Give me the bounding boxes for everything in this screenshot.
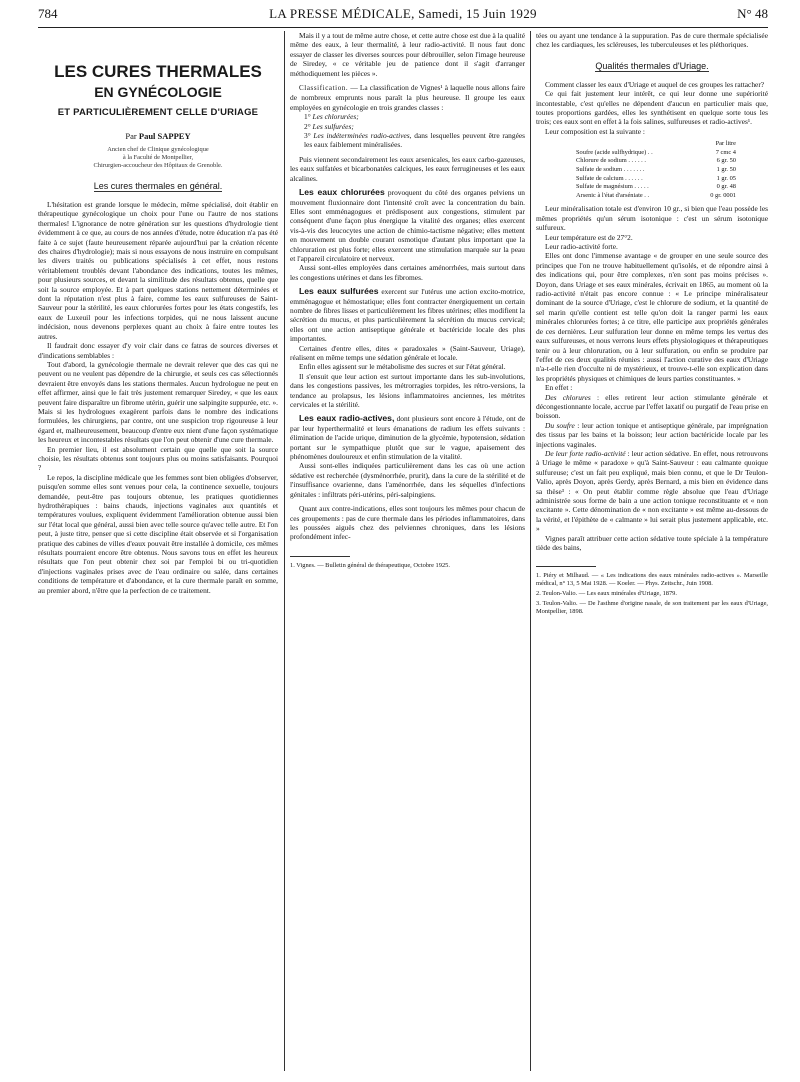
paragraph: Tout d'abord, la gynécologie thermale ne devrait relever que des cas qui ne peuvent ou ne veulent pas dépendre de la chirurgie, et seuls ces cas sélectionnés devraient être envoyés dans les stations thermales. Aucun hydrologue ne peut en effet affirmer, ainsi que le fait très justement remarquer Siredey, « que les eaux peuvent faire disparaître un fibrome utérin, guérir une salpingite suppurée, etc. ». Mais si les hydrologues exagèrent parfois dans le nombre des indications formulées, les chirurgiens, par contre, ont une suspicion trop rigoureuse à leur égard et, malheureusement, beaucoup d'entre eux nient d'une façon systématique les heureux et incontestables résultats que l'on peut obtenir d'une cure thermale.: [38, 359, 278, 445]
column-divider: [284, 31, 285, 1071]
paragraph: Le repos, la discipline médicale que les femmes sont bien obligées d'observer, puisqu'en somme elles sont venues pour cela, la continence sexuelle, toujours demandée, peut-être pas toujours obtenue, les pratiques quotidiennes hydrothérapiques : bains chauds, injections vaginales aux quantités et températures voulues, expliquent évidemment l'amélioration obtenue aussi bien sur l'état local que général, aussi bien avec telle source qu'avec telle autre. Et l'on peut, à juste titre, penser que si cette discipline était observée et si l'organisation pratique des cabines de villes d'eaux pouvait être installée à domicile, ces mêmes résultats pourraient encore être obtenus. Nous savons tous en effet les heureux résultats que l'on peut obtenir chez soi par l'emploi bi ou tri-quotidien d'injections vaginales prises avec de l'eau ordinaire ou salée, dans certaines conditions de température et d'abondance, et la cure thermale paraît en somme, au premier abord, n'être que la perfection de ce traitement.: [38, 472, 278, 595]
sulfurees-label: Les eaux sulfurées: [299, 286, 379, 297]
paragraph: Il s'ensuit que leur action est surtout importante dans les sub-involutions, dans les congestions passives, les métrorragies torpides, les rétro-versions, la tendance au prolapsus, les lésions inflammatoires anciennes, les métrites cervicales et la stérilité.: [290, 371, 525, 410]
table-row: [576, 166, 736, 175]
radio-activite-label: De leur forte radio-activité: [545, 448, 626, 458]
list-number: 1°: [304, 112, 311, 122]
radio-actives-paragraph: [290, 414, 525, 461]
table-cell: 1 gr. 50: [716, 166, 736, 174]
table-cell: Chlorure de sodium . . . . . .: [576, 157, 646, 165]
paragraph: Leur radio-activité forte.: [545, 242, 618, 252]
table-cell: Arsenic à l'état d'arséniate . .: [576, 191, 650, 199]
list-number: 3°: [304, 131, 311, 141]
paragraph: Mais il y a tout de même autre chose, et cette autre chose est due à la qualité même des eaux, à leur thermalité, à leur radio-activité. Il nous faut donc essayer de classer les diverses sources pour débrouiller, selon l'image heureuse de Siredey, « ce véritable jeu de patience dont il s'agit d'arranger méthodiquement les pièces ».: [290, 31, 525, 78]
paragraph: En effet :: [545, 383, 573, 393]
paragraph: Leur minéralisation totale est d'environ 10 gr., si bien que l'eau possède les mêmes propriétés qu'un sérum isotonique : c'est un sérum isotonique sulfureux.: [536, 204, 768, 233]
paragraph: Il faudrait donc essayer d'y voir clair dans ce fatras de sources diverses et d'indications semblables :: [38, 341, 278, 360]
table-row: [576, 149, 736, 158]
section-heading: [536, 60, 768, 72]
paragraph: Ce qui fait justement leur intérêt, ce qui leur donne une supériorité incontestable, c'est qu'elles ne dépendent d'aucun en particulier mais que, toutes proportions gardées, elles les synthétisent en quelque sorte tous les trois; ces eaux sont en effet à la fois salines, sulfureuses et radio-actives¹.: [536, 89, 768, 127]
article-title-line-2: EN GYNÉCOLOGIE: [94, 84, 222, 100]
footnote: 1. Vignes. — Bulletin général de thérapeutique, Octobre 1925.: [290, 561, 450, 569]
chlorures-text: : elles retirent leur action stimulante générale et décongestionnante locale, accrue par l'effet laxatif ou purgatif de l'eau prise en boisson.: [536, 392, 768, 421]
paragraph: Comment classer les eaux d'Uriage et auquel de ces groupes les rattacher?: [545, 79, 765, 89]
paragraph: Leur température est de 27°2.: [545, 232, 633, 242]
radio-actives-text: dont plusieurs sont encore à l'étude, ont de par leur hyperthermalité et leurs émanations de radium les effets suivants : élimination de l'acide urique, diminution de la glycémie, hypotension, sédation portant sur le sympathique plutôt que sur le vague, apaisement des phénomènes douloureux et enfin stimulation de la vitalité.: [290, 414, 525, 462]
footnote: 3. Teulon-Valio. — De l'asthme d'origine nasale, de son traitement par les eaux d'Uriage, Montpellier, 1898.: [536, 600, 768, 616]
list-text: Les chlorurées;: [312, 112, 359, 122]
paragraph: Aussi sont-elles indiquées particulièrement dans les cas où une action sédative est recherchée (dysménorrhée, prurit), dans la cure de la stérilité et de l'insuffisance ovarienne, dans l'aménorrhée, dans les séquelles d'infections génitales : infiltrats péri-utérins, péri-salpingiens.: [290, 461, 525, 499]
paragraph: Quant aux contre-indications, elles sont toujours les mêmes pour chacun de ces groupements : pas de cure thermale dans les périodes inflammatoires, dans les poussées aiguës chez des pelviennes chroniques, dans les lésions profondément infec-: [290, 504, 525, 542]
paragraph: Vignes paraît attribuer cette action sédative toute spéciale à la température tiède des bains,: [536, 533, 768, 553]
paragraph: Puis viennent secondairement les eaux arsenicales, les eaux carbo-gazeuses, les eaux sulfatées et bicarbonatées calciques, les eaux ferrugineuses et les eaux alcalines.: [290, 154, 525, 183]
table-cell: Sulfate de sodium . . . . . . .: [576, 166, 645, 174]
chlorurees-label: Les eaux chlorurées: [299, 187, 385, 198]
byline: [38, 131, 278, 142]
page-number: 784: [38, 6, 58, 21]
list-item: [290, 112, 525, 121]
chlorures-label: Des chlorures: [545, 392, 591, 402]
radio-activite-text: : leur action sédative. En effet, nous retrouvons à Uriage le même « paradoxe » qu'à Saint-Sauveur : eau calmante quoique sulfureuse; c'est un fait peu expliqué, mais bien connu, et que le Dr Teulon-Valio, après Doyon, après Gerdy, après Bernard, a mis bien en évidence dans sa thèse³ : « On peut établir comme règle absolue que l'eau d'Uriage administrée sous forme de bain a une action tonique reconstituante et « non excitante ». Cette dénomination de « non excitante » est même au-dessous de la vérité, et l'épithète de « calmante » lui serait plus justement applicable, etc. »: [536, 448, 768, 534]
paragraph: tées ou ayant une tendance à la suppuration. Pas de cure thermale spécialisée chez les cardiaques, les scléreuses, les tuberculeuses et les pléthoriques.: [536, 31, 768, 50]
table-cell: 0 gr. 0001: [710, 191, 736, 199]
list-tail: dans lesquelles peuvent être rangées les eaux faiblement minéralisées.: [304, 131, 525, 150]
table-cell: 7 cmc 4: [715, 148, 736, 156]
soufre-paragraph: [536, 421, 768, 449]
table-row: [576, 157, 736, 166]
author-affiliation-2: à la Faculté de Montpellier,: [122, 154, 194, 161]
sulfurees-paragraph: [290, 287, 525, 343]
footnote-rule: [290, 556, 350, 560]
journal-title: LA PRESSE MÉDICALE, Samedi, 15 Juin 1929: [269, 6, 537, 21]
issue-number: N° 48: [737, 6, 768, 21]
paragraph: Leur composition est la suivante :: [545, 126, 645, 136]
sulfurees-text: exercent sur l'utérus une action excito-motrice, emménagogue et hémostatique; elles font contracter énergiquement un certain nombre de fibres lisses et particulièrement les fibres utérines; elles modifient la sécrétion du mucus, et plus particulièrement la sécrétion du mucus cervical; elles ont une action antiseptique générale et bactéricide locale des plus importantes.: [290, 287, 525, 344]
table-cell: Sulfate de calcium . . . . . .: [576, 174, 643, 182]
radio-actives-label: Les eaux radio-actives,: [299, 413, 395, 424]
classification-label: Classification.: [299, 84, 349, 93]
list-text: Les sulfurées;: [312, 121, 354, 131]
header-divider: [38, 27, 768, 28]
article-title-line-1: LES CURES THERMALES: [54, 62, 262, 81]
chlorurees-paragraph: [290, 188, 525, 263]
author-affiliation-1: Ancien chef de Clinique gynécologique: [107, 146, 209, 153]
table-cell: Sulfate de magnésium . . . . .: [576, 183, 649, 191]
column-divider: [530, 31, 531, 1071]
paragraph: Aussi sont-elles employées dans certaines aménorrhées, mais surtout dans les congestions utérines et dans les fibromes.: [290, 263, 525, 282]
paragraph: Enfin elles agissent sur le métabolisme des sucres et sur l'état général.: [299, 362, 506, 372]
footnote-rule: [536, 566, 596, 570]
column-2: [290, 31, 525, 1071]
author-name: Paul SAPPEY: [138, 131, 191, 141]
column-3: [536, 31, 768, 1071]
footnote: 2. Teulon-Valio. — Les eaux minérales d'Uriage, 1879.: [536, 590, 677, 598]
author-affiliation-3: Chirurgien-accoucheur des Hôpitaux de Grenoble.: [93, 162, 223, 169]
table-cell: 6 gr. 50: [716, 157, 736, 165]
column-1: [38, 31, 278, 1071]
section-heading: [38, 180, 278, 192]
article-title-line-3: ET PARTICULIÈREMENT CELLE D'URIAGE: [57, 107, 259, 118]
paragraph: Elles ont donc l'immense avantage « de grouper en une seule source des principes que l'on ne trouve habituellement qu'isolés, et de répondre ainsi à des indications qui, pour être complexes, n'en sont pas moins précises ». Doyon, dans Uriage et ses eaux minérales, écrivait en 1865, au moment où la radio-activité n'était pas encore connue : « Le principe minéralisateur dominant de la source d'Uriage, c'est le chlorure de sodium, et la quantité de sel marin qu'elle contient est telle qu'on doit la ranger parmi les eaux minérales chlorurées fortes; à ce titre, elle participe aux propriétés générales de ces dernières. Leur sulfuration leur donne en même temps les vertus des eaux sulfureuses, et nous verrons leurs effets physiologiques et thérapeutiques tenir ou à leur chloruration, ou à leur sulfuration, ou enfin se produire par l'effet de ces deux qualités réunies : aussi l'action curative des eaux d'Uriage n'a-t-elle rien d'occulte ni de mystérieux, et trouve-t-elle son explication dans les propriétés physiques et chimiques de leurs parties constituantes. »: [536, 251, 768, 383]
chlorures-paragraph: [536, 393, 768, 421]
table-row: [576, 175, 736, 184]
list-number: 2°: [304, 121, 311, 131]
list-item: [290, 131, 525, 150]
classification-paragraph: [290, 83, 525, 112]
byline-prefix: Par: [125, 131, 137, 141]
list-item: [290, 122, 525, 131]
paragraph: En premier lieu, il est absolument certain que quelle que soit la source choisie, les résultats obtenus sont toujours plus ou moins satisfaisants. Pourquoi ?: [38, 444, 278, 473]
footnote: 1. Piéry et Milhaud. — « Les indications des eaux minérales radio-actives ». Marseille médical, n° 13, 5 Mai 1928. — Koeler. — Phys. Zeitschr., Juin 1908.: [536, 572, 768, 588]
table-cell: 0 gr. 48: [716, 183, 736, 191]
table-cell: 1 gr. 05: [716, 174, 736, 182]
table-row: [576, 192, 736, 201]
paragraph: L'hésitation est grande lorsque le médecin, même spécialisé, doit établir en thérapeutique gynécologique un choix pour l'une ou l'autre de nos stations thermales! L'ignorance de notre génération sur les questions d'hydrologie tient évidemment à ce que, au cours de nos années d'étude, notre éducation n'a pas été faite à ce sujet (faute heureusement réparée aujourd'hui par la création récente des chaires d'hydrologie); mais si nous essayons de nous instruire en compulsant les divers traités ou publications spécialisés à cet effet, nous restons véritablement troublés devant l'abondance des indications, toutes les mêmes, pour plusieurs sources, et devant la similitude des résultats obtenus, quelle que soit la source employée. Et à part quelques stations nettement déterminées et dont la réputation n'est plus à faire, comme les eaux sulfureuses de Saint-Sauveur pour la stérilité, les eaux chlorurées fortes pour les états congestifs, les eaux de Luxeuil pour les infections torpides, qui ne nous laissent aucune indécision, nous devenons perplexes quant au choix à faire entre toutes les autres.: [38, 200, 278, 341]
radio-activite-paragraph: [536, 449, 768, 534]
section-heading-text: Qualités thermales d'Uriage.: [595, 60, 709, 71]
page-header: [38, 2, 768, 26]
chlorurees-text: provoquent du côté des organes pelviens un mouvement fluxionnaire dont l'intensité croît avec la concentration du bain. Elles sont emménagogues et prédisposent aux congestions, stimulent par conséquent d'une façon plus énergique la vitalité des organes; elles exercent vis-à-vis des leucocytes une action de chimio-tactisme négative; elles mettent en mouvement un double courant osmotique d'autant plus important que la chloruration est plus forte; elles exercent une stimulation marquée sur la peau et l'appareil circulatoire et nerveux.: [290, 188, 525, 263]
soufre-text: : leur action tonique et antiseptique générale, par imprégnation des tissus par les bains et la boisson; leur action bactéricide locale par les injections vaginales.: [536, 420, 768, 449]
table-row: [576, 183, 736, 192]
soufre-label: Du soufre: [545, 420, 575, 430]
classification-text: — La classification de Vignes¹ à laquelle nous allons faire de nombreux emprunts nous paraît la plus heureuse. Il groupe les eaux employées en gynécologie en trois grandes classes :: [290, 83, 525, 112]
section-heading-text: Les cures thermales en général.: [93, 181, 223, 191]
list-text: Les indéterminées radio-actives,: [313, 131, 412, 141]
composition-table: [576, 140, 736, 200]
table-unit: Par litre: [715, 140, 736, 148]
paragraph: Certaines d'entre elles, dites « paradoxales » (Saint-Sauveur, Uriage), réalisent en même temps une sédation générale et locale.: [290, 343, 525, 362]
table-cell: Soufre (acide sulfhydrique) . .: [576, 148, 653, 156]
